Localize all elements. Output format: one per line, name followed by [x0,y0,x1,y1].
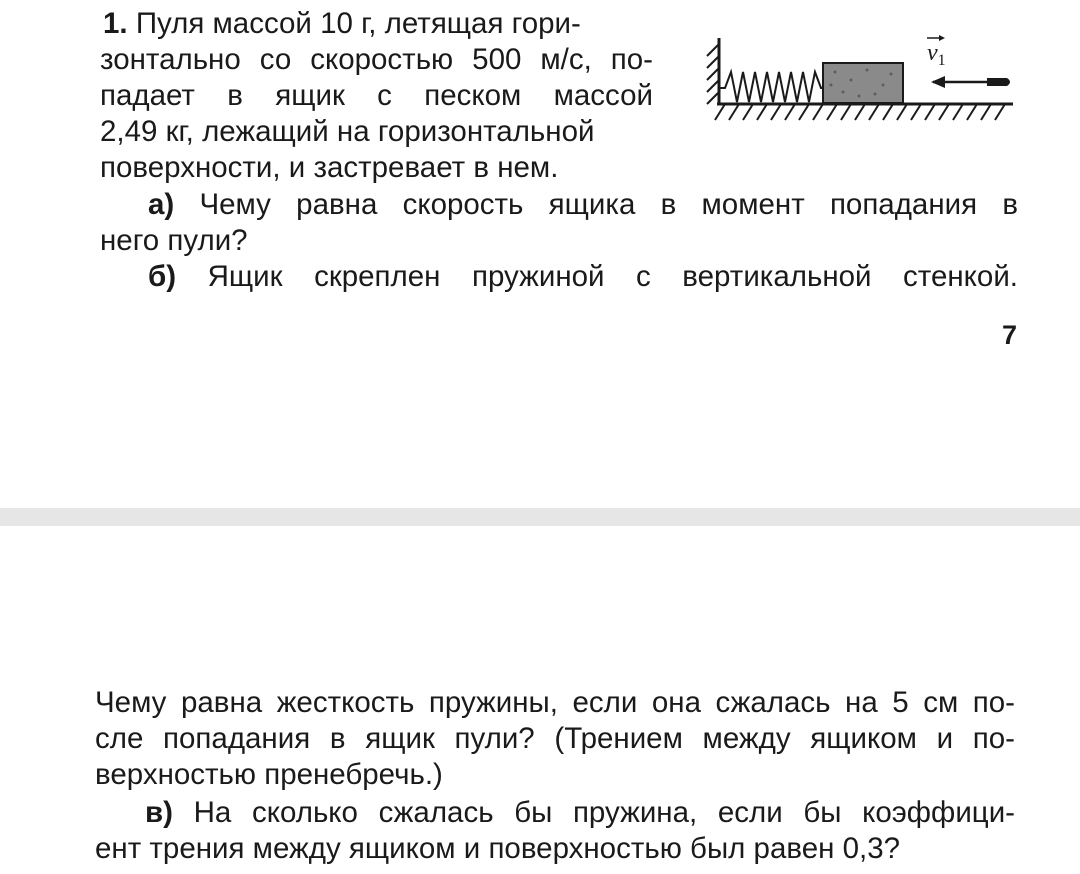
statement-line-1: 1. Пуля массой 10 г, летящая гори- [103,7,581,40]
velocity-label: $v_1$ [927,40,946,69]
statement-line-3: падает в ящик с песком массой [100,79,653,112]
statement-line-2: зонтально со скоростью 500 м/с, по- [100,43,653,76]
floor-hatch [715,104,1013,120]
part-c-line-2: ент трения между ящиком и поверхностью был равен 0,3? [95,832,901,865]
part-b-label: б) [148,260,177,293]
part-b-line-1: б) Ящик скреплен пружиной с вертикальной стенкой. [148,260,1018,293]
spring [719,72,823,102]
page-number: 7 [1002,320,1018,350]
part-a-label: а) [148,188,175,221]
part-c-line-1: в) На сколько сжалась бы пружина, если бы коэффици- [145,796,1015,829]
velocity-arrow [931,76,995,88]
bullet [987,78,1010,86]
part-a-line-1: а) Чему равна скорость ящика в момент попадания в [148,188,1018,221]
part-b-line-4: верхностью пренебречь.) [95,758,443,791]
problem-number: 1. [103,7,128,40]
statement-line-5: поверхности, и застревает в нем. [100,151,559,184]
spring-box-figure [695,30,1025,135]
part-c-label: в) [145,796,173,829]
sand-box [823,63,903,103]
page-bottom [0,527,1080,874]
wall-hatch [707,38,719,105]
part-b-line-2: Чему равна жесткость пружины, если она сжалась на 5 см по- [95,686,1015,719]
part-b-line-3: сле попадания в ящик пули? (Трением между ящиком и по- [95,722,1015,755]
page-gap [0,508,1080,526]
statement-line-4: 2,49 кг, лежащий на горизонтальной [100,115,595,148]
part-a-line-2: него пули? [100,224,248,257]
